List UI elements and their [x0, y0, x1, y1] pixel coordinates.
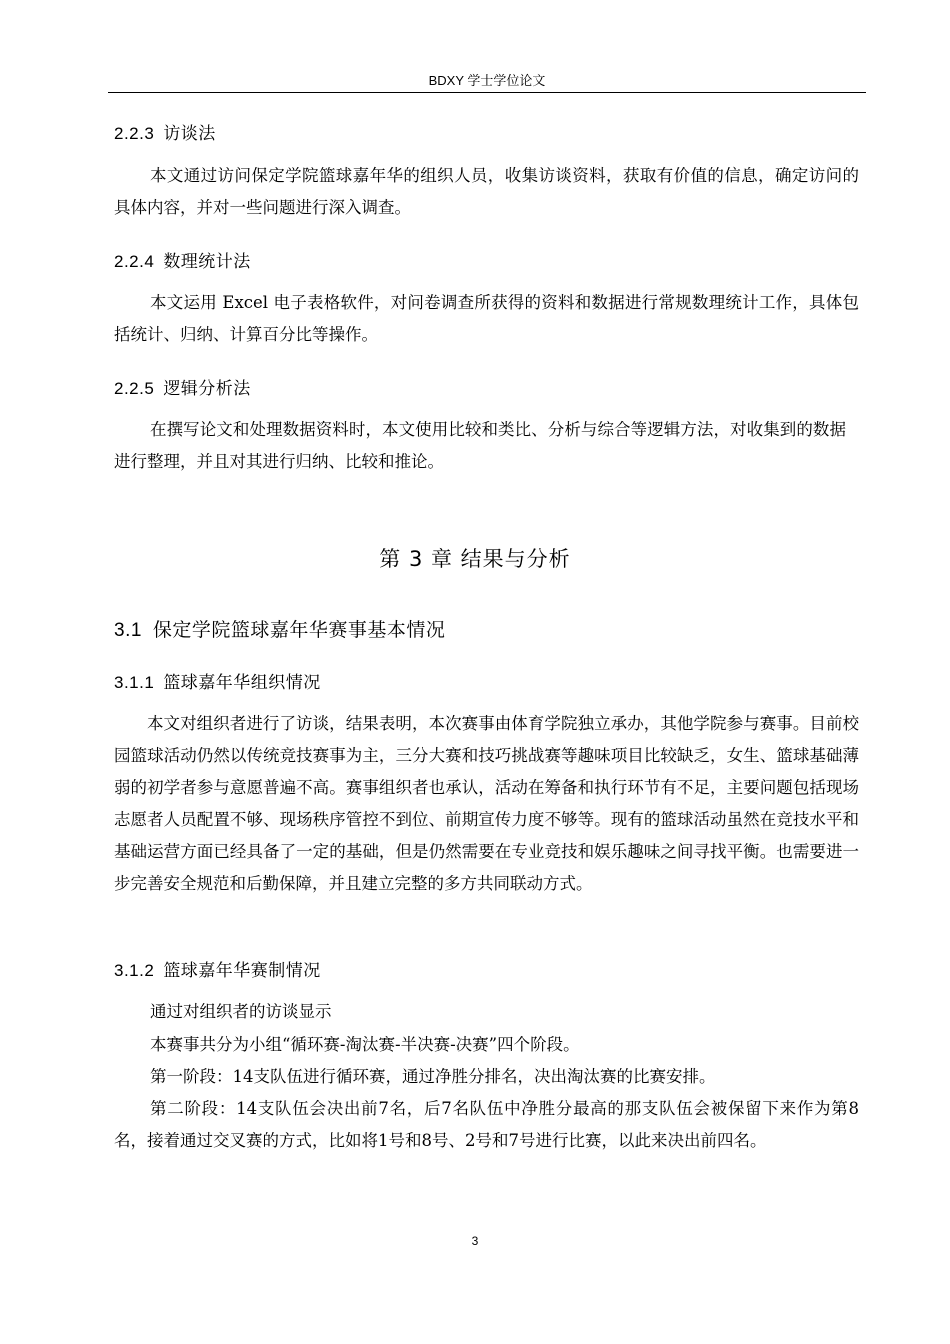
heading-number: 3.1.1 [114, 673, 155, 692]
heading-number: 3.1 [114, 620, 142, 641]
paragraph-2-2-5: 在撰写论文和处理数据资料时，本文使用比较和类比、分析与综合等逻辑方法，对收集到的数据进行整理，并且对其进行归纳、比较和推论。 [114, 420, 846, 471]
heading-title: 数理统计法 [163, 252, 251, 272]
header-rule [108, 92, 866, 93]
heading-title: 篮球嘉年华赛制情况 [163, 961, 321, 981]
paragraph-2-2-3: 本文通过访问保定学院篮球嘉年华的组织人员，收集访谈资料，获取有价值的信息，确定访问的具体内容，并对一些问题进行深入调查。 [114, 166, 859, 217]
heading-3-1 [114, 615, 445, 642]
page-number: 3 [471, 1234, 479, 1248]
paragraph-3-1-2-intro: 通过对组织者的访谈显示 [150, 1002, 332, 1021]
heading-2-2-3 [114, 119, 216, 144]
heading-title: 逻辑分析法 [163, 379, 251, 399]
heading-number: 2.2.4 [114, 252, 155, 271]
heading-3-1-2 [114, 956, 321, 981]
heading-title: 篮球嘉年华组织情况 [163, 673, 321, 693]
paragraph-3-1-1: 本文对组织者进行了访谈，结果表明，本次赛事由体育学院独立承办，其他学院参与赛事。目前校园篮球活动仍然以传统竞技赛事为主，三分大赛和技巧挑战赛等趣味项目比较缺乏，女生、篮球基础薄弱的初学者参与意愿普遍不高。赛事组织者也承认，活动在筹备和执行环节有不足，主要问题包括现场志愿者人员配置不够、现场秩序管控不到位、前期宣传力度不够等。现有的篮球活动虽然在竞技水平和基础运营方面已经具备了一定的基础，但是仍然需要在专业竞技和娱乐趣味之间寻找平衡。也需要进一步完善安全规范和后勤保障，并且建立完整的多方共同联动方式。 [114, 714, 859, 893]
paragraph-3-1-2-stages: 本赛事共分为小组“循环赛-淘汰赛-半决赛-决赛”四个阶段。 [150, 1035, 580, 1054]
heading-number: 2.2.3 [114, 124, 155, 143]
chapter-title: 第 3 章 结果与分析 [379, 547, 571, 571]
heading-title: 访谈法 [163, 124, 216, 144]
heading-title: 保定学院篮球嘉年华赛事基本情况 [152, 619, 446, 641]
running-header: BDXY 学士学位论文 [428, 73, 546, 88]
heading-number: 2.2.5 [114, 379, 155, 398]
paragraph-3-1-2-phase1: 第一阶段：14支队伍进行循环赛，通过净胜分排名，决出淘汰赛的比赛安排。 [150, 1067, 716, 1086]
heading-3-1-1 [114, 668, 321, 693]
paragraph-2-2-4: 本文运用 Excel 电子表格软件，对问卷调查所获得的资料和数据进行常规数理统计工作，具体包括统计、归纳、计算百分比等操作。 [114, 293, 859, 344]
heading-2-2-4 [114, 247, 251, 272]
heading-number: 3.1.2 [114, 961, 155, 980]
heading-2-2-5 [114, 374, 251, 399]
paragraph-3-1-2-phase2: 第二阶段：14支队伍会决出前7名，后7名队伍中净胜分最高的那支队伍会被保留下来作为第8名，接着通过交叉赛的方式，比如将1号和8号、2号和7号进行比赛，以此来决出前四名。 [114, 1099, 859, 1150]
